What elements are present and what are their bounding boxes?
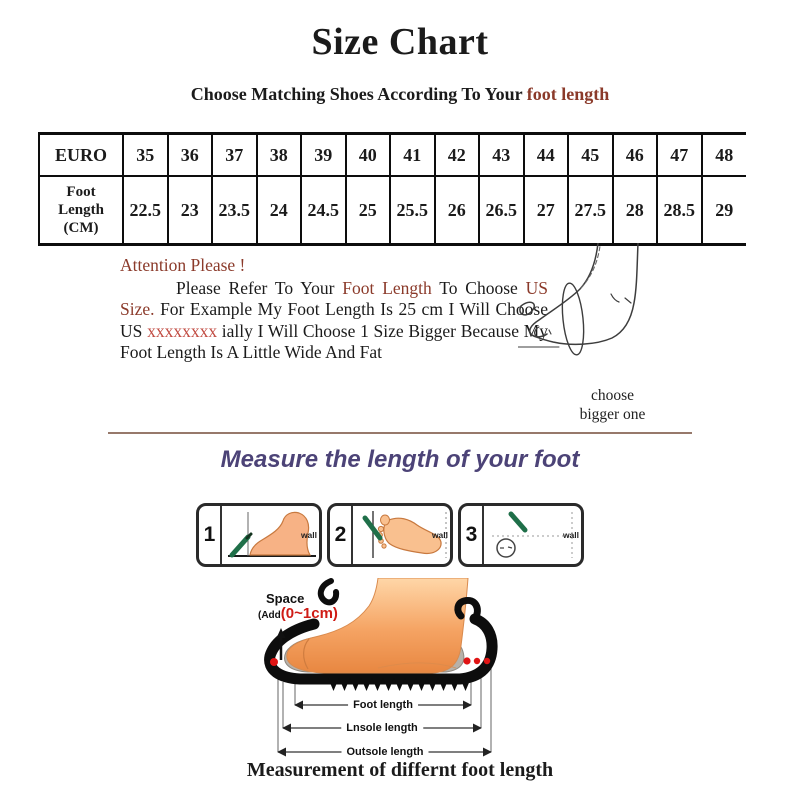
sketch-note xyxy=(545,386,680,424)
foot-length-cell: 27 xyxy=(524,176,569,245)
measure-section-heading: Measure the length of your foot xyxy=(220,446,580,473)
pen-icon xyxy=(511,514,525,530)
foot-length-cell: 23 xyxy=(168,176,213,245)
tape-measure-icon xyxy=(497,539,515,557)
foot-length-cell: 28 xyxy=(613,176,658,245)
sketch-note-line1: choose xyxy=(590,387,635,404)
attention-block xyxy=(120,255,548,364)
foot-length-cell: 27.5 xyxy=(568,176,613,245)
attention-us-size: US Size. xyxy=(120,277,548,319)
euro-size-cell: 41 xyxy=(390,134,435,177)
outsole-length-label: Outsole length xyxy=(342,746,429,758)
sketch-note-line2: bigger one xyxy=(579,406,646,423)
shoe-measurement-diagram xyxy=(228,578,600,766)
foot-length-cell: 26 xyxy=(435,176,480,245)
section-divider xyxy=(108,432,692,434)
toe xyxy=(378,526,383,531)
step-1-canvas xyxy=(222,506,319,564)
attention-seg: To Choose xyxy=(431,277,526,298)
sketch-ankle-dimple xyxy=(625,298,631,303)
space-label: Space xyxy=(266,591,305,606)
euro-size-cell: 40 xyxy=(346,134,391,177)
page-title: Size Chart xyxy=(311,21,489,63)
sketch-toe-mark xyxy=(535,327,539,336)
foot-length-cell: 25.5 xyxy=(390,176,435,245)
step-panel-2 xyxy=(327,503,453,567)
euro-size-cell: 42 xyxy=(435,134,480,177)
tongue-hook xyxy=(321,581,336,602)
measure-steps xyxy=(196,503,584,567)
euro-size-cell: 44 xyxy=(524,134,569,177)
euro-size-cell: 45 xyxy=(568,134,613,177)
size-table xyxy=(38,132,746,246)
euro-size-cell: 38 xyxy=(257,134,302,177)
attention-seg: Please Refer To Your xyxy=(176,277,343,298)
big-toe xyxy=(381,515,390,525)
euro-size-cell: 37 xyxy=(212,134,257,177)
sketch-ankle-dimple xyxy=(611,294,619,302)
sketch-toe-mark xyxy=(549,330,551,334)
subtitle-text: Choose Matching Shoes According To Your xyxy=(190,84,527,104)
foot-length-cell: 25 xyxy=(346,176,391,245)
attention-seg: ially I Will Choose 1 Size Bigger Because My Foot Length Is A Little Wide And Fat xyxy=(120,320,549,362)
foot-length-row-label: Foot Length (CM) xyxy=(39,176,123,245)
euro-size-cell: 35 xyxy=(123,134,168,177)
space-add-prefix: (Add xyxy=(258,610,281,621)
space-add-label xyxy=(258,605,338,623)
heel-point-dot xyxy=(484,658,490,664)
foot-length-row xyxy=(39,176,746,245)
foot-sketch-illustration xyxy=(518,243,703,383)
step-panel-1 xyxy=(196,503,322,567)
tape-measure-marks xyxy=(500,547,512,548)
foot-length-cell: 22.5 xyxy=(123,176,168,245)
foot-length-cell: 29 xyxy=(702,176,747,245)
heel-point-dot xyxy=(474,658,480,664)
euro-row-label: EURO xyxy=(39,134,123,177)
attention-redacted-x: xxxxxxxx xyxy=(147,320,218,341)
euro-size-cell: 46 xyxy=(613,134,658,177)
euro-size-cell: 47 xyxy=(657,134,702,177)
step-3-canvas xyxy=(484,506,581,564)
foot-length-cell: 24 xyxy=(257,176,302,245)
foot-length-cell: 23.5 xyxy=(212,176,257,245)
step-number: 1 xyxy=(199,506,222,564)
foot-length-label: Foot length xyxy=(348,699,418,711)
footer-caption: Measurement of differnt foot length xyxy=(246,759,554,781)
euro-size-cell: 43 xyxy=(479,134,524,177)
insole-length-label: Lnsole length xyxy=(341,722,423,734)
sketch-scribble-loop xyxy=(520,302,534,315)
attention-paragraph xyxy=(120,278,548,364)
wall-label: wall xyxy=(431,530,448,540)
euro-size-cell: 39 xyxy=(301,134,346,177)
attention-heading: Attention Please ! xyxy=(120,255,246,275)
step-number: 2 xyxy=(330,506,353,564)
subtitle xyxy=(0,84,800,105)
step-number: 3 xyxy=(461,506,484,564)
heel-hook xyxy=(458,600,477,619)
wall-label: wall xyxy=(562,530,579,540)
euro-size-cell: 36 xyxy=(168,134,213,177)
subtitle-highlight: foot length xyxy=(526,84,610,104)
foot-length-cell: 24.5 xyxy=(301,176,346,245)
sketch-back-leg-heel-sole xyxy=(532,243,638,344)
step-2-canvas xyxy=(353,506,450,564)
euro-row xyxy=(39,134,746,177)
foot-length-cell: 28.5 xyxy=(657,176,702,245)
foot-length-cell: 26.5 xyxy=(479,176,524,245)
wall-label: wall xyxy=(300,530,317,540)
heel-point-dot xyxy=(463,657,470,664)
attention-foot-length: Foot Length xyxy=(342,277,432,298)
attention-seg: For Example My Foot Length Is 25 cm I Will Choose US xyxy=(120,299,548,341)
pen-icon xyxy=(232,537,248,555)
space-add-value: (0~1cm) xyxy=(280,605,338,622)
toe-point-dot xyxy=(270,658,278,666)
euro-size-cell: 48 xyxy=(702,134,747,177)
step-panel-3 xyxy=(458,503,584,567)
toe xyxy=(382,544,386,548)
